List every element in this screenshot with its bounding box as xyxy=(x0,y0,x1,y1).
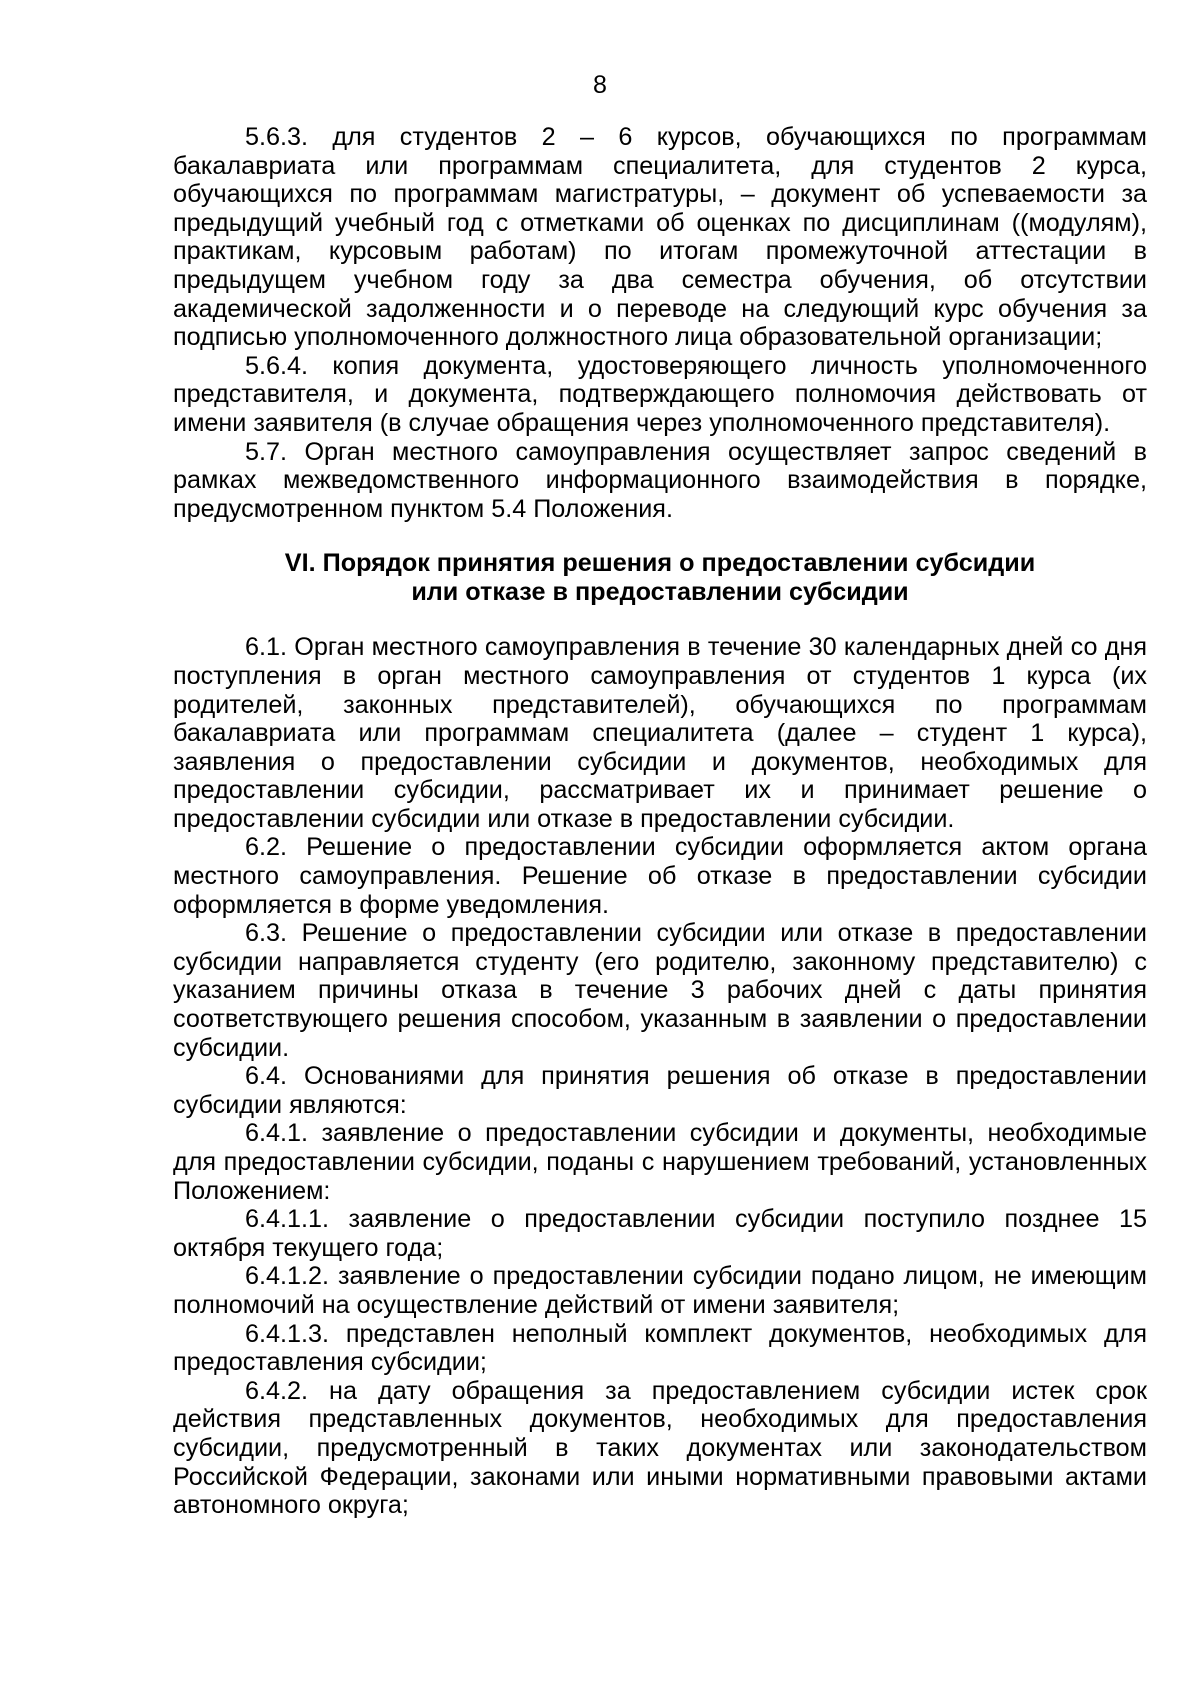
paragraph-6-1: 6.1. Орган местного самоуправления в течение 30 календарных дней со дня поступления в орган местного самоуправления от студентов 1 курса (их родителей, законных представителей), обучающихся по программам бакалавриата или программам специалитета (далее – студент 1 курса), заявления о предоставлении субсидии и документов, необходимых для предоставлении субсидии, рассматривает их и принимает решение о предоставлении субсидии или отказе в предоставлении субсидии. xyxy=(173,633,1147,833)
section-heading xyxy=(173,549,1147,607)
paragraph-5-6-3: 5.6.3. для студентов 2 – 6 курсов, обучающихся по программам бакалавриата или программам специалитета, для студентов 2 курса, обучающихся по программам магистратуры, – документ об успеваемости за предыдущий учебный год с отметками об оценках по дисциплинам ((модулям), практикам, курсовым работам) по итогам промежуточной аттестации в предыдущем учебном году за два семестра обучения, об отсутствии академической задолженности и о переводе на следующий курс обучения за подписью уполномоченного должностного лица образовательной организации; xyxy=(173,123,1147,352)
paragraph-6-4-1-2: 6.4.1.2. заявление о предоставлении субсидии подано лицом, не имеющим полномочий на осуществление действий от имени заявителя; xyxy=(173,1262,1147,1319)
page-number: 8 xyxy=(593,71,607,99)
paragraph-6-4: 6.4. Основаниями для принятия решения об отказе в предоставлении субсидии являются: xyxy=(173,1062,1147,1119)
section-heading-line-1: VI. Порядок принятия решения о предоставлении субсидии xyxy=(284,549,1036,578)
paragraph-6-3: 6.3. Решение о предоставлении субсидии или отказе в предоставлении субсидии направляется студенту (его родителю, законному представителю) с указанием причины отказа в течение 3 рабочих дней с даты принятия соответствующего решения способом, указанным в заявлении о предоставлении субсидии. xyxy=(173,919,1147,1062)
paragraph-6-4-2: 6.4.2. на дату обращения за предоставлением субсидии истек срок действия представленных документов, необходимых для предоставления субсидии, предусмотренный в таких документах или законодательством Российской Федерации, законами или иными нормативными правовыми актами автономного округа; xyxy=(173,1376,1147,1520)
section-heading-line-2: или отказе в предоставлении субсидии xyxy=(411,578,909,607)
paragraph-6-4-1-3: 6.4.1.3. представлен неполный комплект документов, необходимых для предоставления субсидии; xyxy=(173,1319,1147,1377)
paragraph-6-4-1: 6.4.1. заявление о предоставлении субсидии и документы, необходимые для предоставлении субсидии, поданы с нарушением требований, установленных Положением: xyxy=(173,1119,1147,1205)
paragraph-5-7: 5.7. Орган местного самоуправления осуществляет запрос сведений в рамках межведомственного информационного взаимодействия в порядке, предусмотренном пунктом 5.4 Положения. xyxy=(173,437,1147,523)
paragraph-6-4-1-1: 6.4.1.1. заявление о предоставлении субсидии поступило позднее 15 октября текущего года; xyxy=(173,1205,1147,1262)
paragraph-5-6-4: 5.6.4. копия документа, удостоверяющего личность уполномоченного представителя, и документа, подтверждающего полномочия действовать от имени заявителя (в случае обращения через уполномоченного представителя). xyxy=(173,351,1147,437)
document-body xyxy=(173,123,1147,1520)
paragraph-6-2: 6.2. Решение о предоставлении субсидии оформляется актом органа местного самоуправления. Решение об отказе в предоставлении субсидии оформляется в форме уведомления. xyxy=(173,833,1147,919)
